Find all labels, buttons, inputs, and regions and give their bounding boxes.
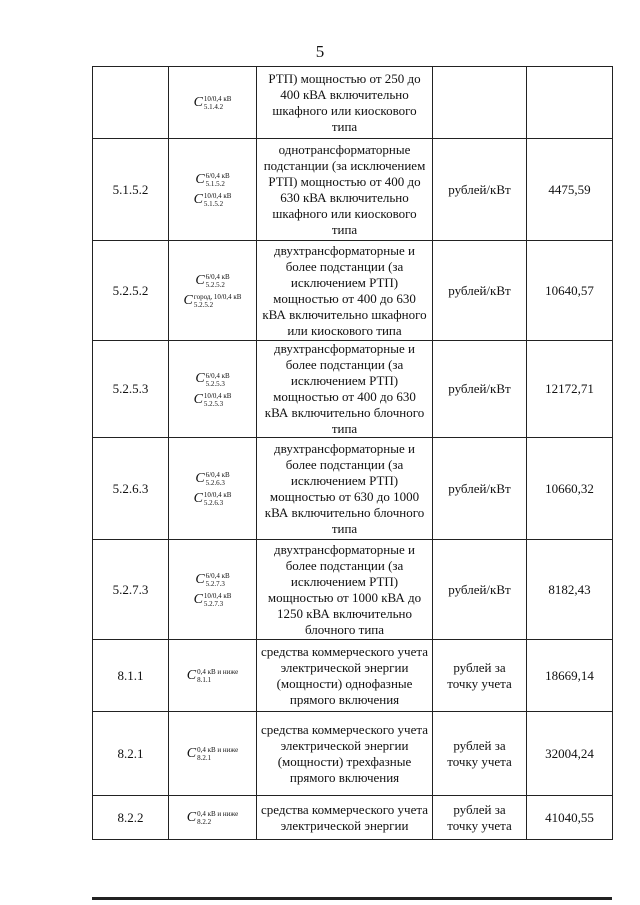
table-row [93,712,613,796]
tariff-symbol [173,292,252,309]
row-unit: рублей/кВт [433,241,527,341]
symbol-indices [197,746,238,762]
row-value: 10660,32 [527,438,613,540]
symbol-superscript: город, 10/0,4 кВ [193,293,242,302]
tariff-symbol [173,809,252,826]
row-code [93,67,169,139]
row-value: 41040,55 [527,796,613,840]
symbol-indices [204,392,232,408]
symbol-letter: C [183,293,193,308]
symbol-superscript: 10/0,4 кВ [203,391,232,400]
symbol-letter: C [195,171,205,187]
symbol-indices [197,810,238,826]
tariff-symbol [173,571,252,588]
symbol-superscript: 10/0,4 кВ [203,491,232,500]
symbol-superscript: 0,4 кВ и ниже [197,746,239,754]
row-value [527,67,613,139]
tariff-symbol [173,391,252,408]
row-unit [433,67,527,139]
row-unit: рублей/кВт [433,341,527,438]
symbol-letter: C [195,272,205,288]
symbol-indices [204,192,232,208]
symbol-subscript: 8.1.1 [197,676,212,684]
row-unit: рублей за точку учета [433,712,527,796]
row-code: 5.1.5.2 [93,139,169,241]
symbol-subscript: 5.2.7.3 [203,600,224,609]
symbol-letter: C [195,371,205,387]
symbol-indices [194,293,242,309]
row-unit: рублей/кВт [433,540,527,640]
row-symbols [169,438,257,540]
symbol-superscript: 6/0,4 кВ [205,172,230,180]
row-symbols [169,67,257,139]
row-unit: рублей за точку учета [433,796,527,840]
page-number: 5 [315,42,325,61]
row-symbols [169,712,257,796]
symbol-superscript: 6/0,4 кВ [205,572,230,580]
symbol-subscript: 5.2.7.3 [205,580,225,588]
row-symbols [169,139,257,241]
symbol-letter: C [186,809,197,825]
row-unit: рублей/кВт [433,438,527,540]
tariff-symbol [173,370,252,387]
symbol-subscript: 5.2.5.3 [205,379,225,388]
symbol-indices [197,668,238,684]
symbol-superscript: 6/0,4 кВ [205,371,230,380]
row-value: 8182,43 [527,540,613,640]
table-bottom-border [92,897,612,900]
row-description: двухтрансформаторные и более подстанции (за исключением РТП) мощностью от 400 до 630 кВА включительно блочного типа [257,341,433,438]
row-code: 5.2.5.2 [93,241,169,341]
symbol-indices [206,572,230,588]
symbol-superscript: 10/0,4 кВ [203,95,232,103]
row-description: однотрансформаторные подстанции (за исключением РТП) мощностью от 400 до 630 кВА включительно шкафного или киоскового типа [257,139,433,241]
row-code: 5.2.6.3 [93,438,169,540]
symbol-superscript: 10/0,4 кВ [203,592,232,601]
table-row [93,640,613,712]
symbol-subscript: 5.2.6.3 [203,499,224,508]
symbol-superscript: 10/0,4 кВ [203,192,232,201]
symbol-subscript: 8.2.2 [197,818,212,826]
symbol-letter: C [186,667,197,683]
symbol-indices [204,95,232,111]
row-description: средства коммерческого учета электрической энергии (мощности) однофазные прямого включения [257,640,433,712]
row-description: двухтрансформаторные и более подстанции (за исключением РТП) мощностью от 1000 кВА до 1250 кВА включительно блочного типа [257,540,433,640]
symbol-subscript: 5.1.5.2 [205,180,225,188]
table-row [93,438,613,540]
table-row [93,341,613,438]
row-symbols [169,540,257,640]
symbol-indices [206,471,230,487]
tariff-symbol [173,470,252,487]
tariff-table [92,66,613,840]
tariff-symbol [173,591,252,608]
symbol-letter: C [193,94,203,110]
row-code: 8.2.1 [93,712,169,796]
symbol-indices [204,491,232,507]
symbol-indices [204,592,232,608]
row-value: 18669,14 [527,640,613,712]
row-value: 32004,24 [527,712,613,796]
row-code: 5.2.7.3 [93,540,169,640]
table-row [93,540,613,640]
symbol-subscript: 5.2.5.3 [203,399,224,408]
symbol-indices [206,372,230,388]
tariff-symbol [173,171,252,188]
symbol-indices [206,172,230,188]
row-code: 8.1.1 [93,640,169,712]
symbol-superscript: 0,4 кВ и ниже [197,810,239,818]
symbol-indices [206,273,230,289]
tariff-symbol [173,191,252,208]
tariff-symbol [173,490,252,507]
row-description: двухтрансформаторные и более подстанции (за исключением РТП) мощностью от 400 до 630 кВА включительно шкафного или киоскового типа [257,241,433,341]
tariff-table-body [93,67,613,840]
row-description: РТП) мощностью от 250 до 400 кВА включительно шкафного или киоскового типа [257,67,433,139]
symbol-letter: C [186,745,197,761]
row-symbols [169,341,257,438]
symbol-subscript: 5.2.5.2 [193,301,214,310]
row-code: 8.2.2 [93,796,169,840]
row-value: 12172,71 [527,341,613,438]
row-description: средства коммерческого учета электрической энергии (мощности) трехфазные прямого включения [257,712,433,796]
symbol-letter: C [193,491,203,506]
row-unit: рублей/кВт [433,139,527,241]
symbol-subscript: 5.2.6.3 [205,479,225,487]
tariff-symbol [173,272,252,289]
symbol-letter: C [193,391,203,407]
row-code: 5.2.5.3 [93,341,169,438]
table-row [93,139,613,241]
row-value: 4475,59 [527,139,613,241]
table-row [93,796,613,840]
row-symbols [169,796,257,840]
symbol-subscript: 5.2.5.2 [205,281,225,289]
tariff-symbol [173,94,252,111]
table-row [93,67,613,139]
symbol-letter: C [193,592,203,607]
symbol-letter: C [195,470,205,486]
symbol-letter: C [193,192,203,207]
symbol-subscript: 8.2.1 [197,754,212,762]
row-symbols [169,640,257,712]
row-description: двухтрансформаторные и более подстанции (за исключением РТП) мощностью от 630 до 1000 кВА включительно блочного типа [257,438,433,540]
symbol-letter: C [195,571,205,587]
symbol-superscript: 6/0,4 кВ [205,471,230,479]
tariff-symbol [173,667,252,684]
row-value: 10640,57 [527,241,613,341]
symbol-superscript: 6/0,4 кВ [205,273,230,281]
row-unit: рублей за точку учета [433,640,527,712]
row-description: средства коммерческого учета электрической энергии [257,796,433,840]
symbol-superscript: 0,4 кВ и ниже [197,668,239,676]
tariff-symbol [173,745,252,762]
table-row [93,241,613,341]
symbol-subscript: 5.1.5.2 [203,200,224,209]
row-symbols [169,241,257,341]
symbol-subscript: 5.1.4.2 [203,103,224,111]
